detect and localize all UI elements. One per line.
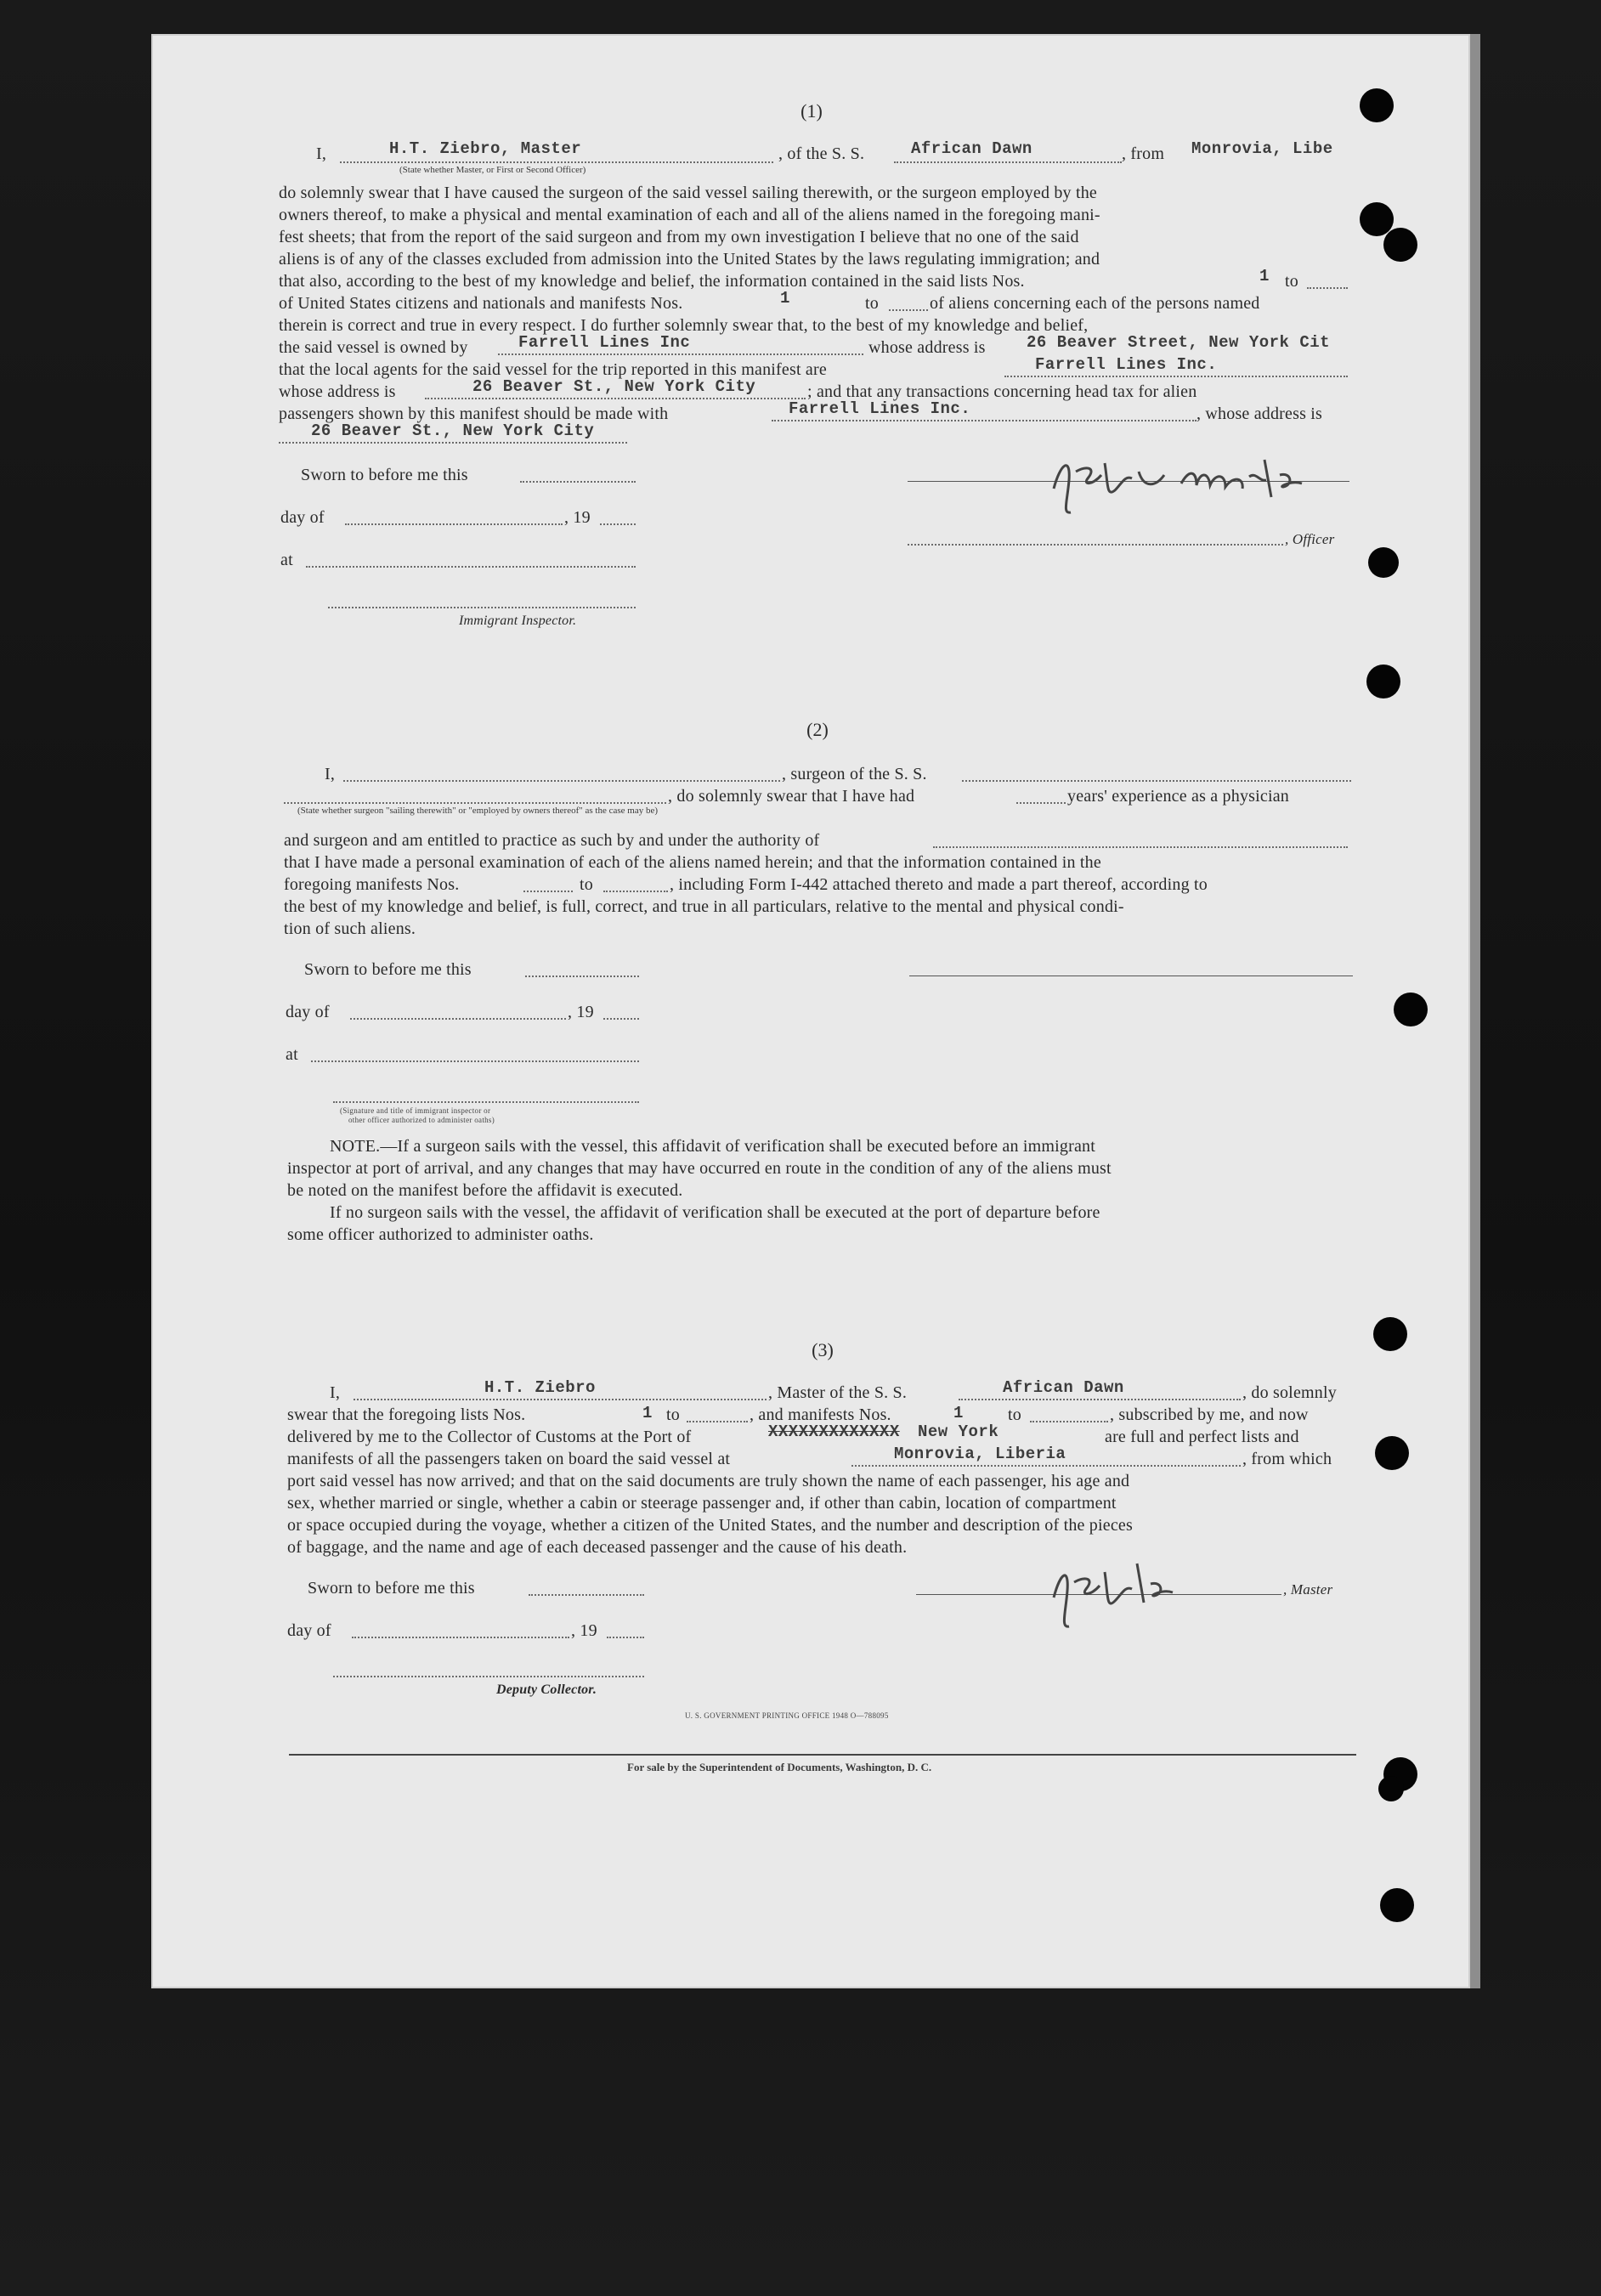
port-field[interactable]: New York bbox=[918, 1422, 999, 1441]
affidavit-1-line: that also, according to the best of my knowledge and belief, the information contained in the said lists Nos. bbox=[279, 272, 1025, 291]
master-signature bbox=[1037, 438, 1351, 523]
affidavit-3-line: manifests of all the passengers taken on board the said vessel at bbox=[287, 1450, 731, 1468]
year-label: , 19 bbox=[568, 1003, 594, 1021]
affidavit-1-line: do solemnly swear that I have caused the surgeon of the said vessel sailing therewith, or the surgeon employed by the bbox=[279, 184, 1097, 202]
swear-label: , do solemnly swear that I have had bbox=[668, 787, 915, 806]
affidavit-1-line: the said vessel is owned by bbox=[279, 338, 468, 357]
master-name-field[interactable]: H.T. Ziebro bbox=[484, 1378, 596, 1397]
affidavit-2-line: foregoing manifests Nos. bbox=[284, 875, 460, 894]
affidavit-3-line: port said vessel has now arrived; and that on the said documents are truly shown the name of each passenger, his age and bbox=[287, 1472, 1130, 1490]
affidavit-1-line: fest sheets; that from the report of the said surgeon and from my own investigation I believe that no one of the said bbox=[279, 228, 1079, 246]
punch-hole bbox=[1378, 1776, 1404, 1801]
punch-hole bbox=[1380, 1888, 1414, 1922]
affidavit-3-line: delivered by me to the Collector of Customs at the Port of bbox=[287, 1428, 692, 1446]
affidavit-2-line: that I have made a personal examination of each of the aliens named herein; and that the information contained in the bbox=[284, 853, 1101, 872]
to-label: to bbox=[1285, 272, 1298, 291]
affidavit-1-line: of aliens concerning each of the persons named bbox=[930, 294, 1260, 313]
owner-field[interactable]: Farrell Lines Inc bbox=[518, 333, 691, 352]
note-line: inspector at port of arrival, and any changes that may have occurred en route in the condition of any of the aliens must bbox=[287, 1159, 1112, 1178]
punch-hole bbox=[1366, 664, 1400, 698]
affidavit-3-number: (3) bbox=[812, 1339, 834, 1360]
affidavit-1-intro: I, bbox=[316, 144, 327, 163]
sworn-label: Sworn to before me this bbox=[308, 1579, 475, 1598]
note-line: some officer authorized to administer oaths. bbox=[287, 1225, 594, 1244]
note-line: If no surgeon sails with the vessel, the affidavit of verification shall be executed at the port of departure before bbox=[330, 1203, 1100, 1222]
punch-hole bbox=[1360, 88, 1394, 122]
to-label: to bbox=[666, 1405, 680, 1424]
sworn-label: Sworn to before me this bbox=[304, 960, 472, 979]
to-label: to bbox=[580, 875, 593, 894]
agents-address-field[interactable]: 26 Beaver St., New York City bbox=[472, 377, 756, 396]
of-ss-label: , of the S. S. bbox=[778, 144, 865, 163]
owner-address-field[interactable]: 26 Beaver Street, New York Cit bbox=[1027, 333, 1331, 352]
sig-note: (Signature and title of immigrant inspector or bbox=[340, 1106, 491, 1115]
affidavit-1-line: whose address is bbox=[279, 382, 396, 401]
affidavit-3-line: of baggage, and the name and age of each deceased passenger and the cause of his death. bbox=[287, 1538, 908, 1557]
vessel-name-field[interactable]: African Dawn bbox=[911, 139, 1032, 158]
day-of-label: day of bbox=[286, 1003, 330, 1021]
affidavit-1-line: passengers shown by this manifest should be made with bbox=[279, 404, 669, 423]
affidavit-1-line: aliens is of any of the classes excluded from admission into the United States by the laws regulating immigration; and bbox=[279, 250, 1100, 269]
lists-from-field[interactable]: 1 bbox=[1259, 267, 1270, 286]
affidavit-1-line: , whose address is bbox=[1197, 404, 1323, 423]
swear-label: , do solemnly bbox=[1242, 1383, 1337, 1402]
to-label: to bbox=[865, 294, 879, 313]
affidavit-3-intro: I, bbox=[330, 1383, 341, 1402]
at-label: at bbox=[280, 551, 293, 569]
years-label: years' experience as a physician bbox=[1067, 787, 1289, 806]
punch-hole bbox=[1373, 1317, 1407, 1351]
affidavit-2-intro: I, bbox=[325, 765, 336, 783]
affidavit-1-number: (1) bbox=[800, 100, 823, 122]
manifests-from-field[interactable]: 1 bbox=[780, 289, 790, 308]
master-of-label: , Master of the S. S. bbox=[768, 1383, 908, 1402]
page-edge bbox=[1470, 34, 1480, 1988]
surgeon-of-label: , surgeon of the S. S. bbox=[782, 765, 927, 783]
affidavit-3-line: sex, whether married or single, whether a cabin or steerage passenger and, if other than cabin, location of compartment bbox=[287, 1494, 1117, 1513]
agents-field[interactable]: Farrell Lines Inc. bbox=[1035, 355, 1218, 374]
master-label: , Master bbox=[1283, 1581, 1333, 1598]
year-label: , 19 bbox=[571, 1621, 597, 1640]
note-line: NOTE.—If a surgeon sails with the vessel, this affidavit of verification shall be executed before an immigrant bbox=[330, 1137, 1096, 1156]
surgeon-state-note: (State whether surgeon "sailing therewith" or "employed by owners thereof" as the case may be) bbox=[297, 806, 659, 816]
immigrant-inspector-label: Immigrant Inspector. bbox=[459, 614, 577, 628]
affidavit-3-line: , and manifests Nos. bbox=[750, 1405, 891, 1424]
day-of-label: day of bbox=[287, 1621, 331, 1640]
affidavit-1-line: therein is correct and true in every respect. I do further solemnly swear that, to the best of my knowledge and belief, bbox=[279, 316, 1089, 335]
deputy-collector-label: Deputy Collector. bbox=[496, 1682, 597, 1697]
master-signature bbox=[1037, 1547, 1207, 1640]
master-name-field[interactable]: H.T. Ziebro, Master bbox=[389, 139, 582, 158]
officer-label: , Officer bbox=[1285, 531, 1335, 547]
affidavit-2-line: , including Form I-442 attached thereto and made a part thereof, according to bbox=[670, 875, 1208, 894]
embark-port-field[interactable]: Monrovia, Liberia bbox=[894, 1445, 1066, 1463]
vessel-name-field[interactable]: African Dawn bbox=[1003, 1378, 1124, 1397]
sig-note: other officer authorized to administer oaths) bbox=[348, 1116, 495, 1124]
affidavit-3-line: are full and perfect lists and bbox=[1105, 1428, 1299, 1446]
affidavit-2-line: and surgeon and am entitled to practice as such by and under the authority of bbox=[284, 831, 820, 850]
affidavit-1-line: that the local agents for the said vessel for the trip reported in this manifest are bbox=[279, 360, 827, 379]
affidavit-1-line: of United States citizens and nationals and manifests Nos. bbox=[279, 294, 683, 313]
to-label: to bbox=[1008, 1405, 1021, 1424]
at-label: at bbox=[286, 1045, 298, 1064]
affidavit-2-number: (2) bbox=[806, 719, 829, 740]
affidavit-3-line: or space occupied during the voyage, whether a citizen of the United States, and the number and description of the pieces bbox=[287, 1516, 1133, 1535]
affidavit-3-line: swear that the foregoing lists Nos. bbox=[287, 1405, 526, 1424]
affidavit-3-line: , from which bbox=[1242, 1450, 1332, 1468]
headtax-agent-field[interactable]: Farrell Lines Inc. bbox=[789, 399, 971, 418]
note-line: be noted on the manifest before the affidavit is executed. bbox=[287, 1181, 683, 1200]
day-of-label: day of bbox=[280, 508, 325, 527]
printing-office-line: U. S. GOVERNMENT PRINTING OFFICE 1948 O—788095 bbox=[685, 1711, 889, 1720]
headtax-address-field[interactable]: 26 Beaver St., New York City bbox=[311, 421, 595, 440]
manifests-from-field[interactable]: 1 bbox=[953, 1404, 964, 1422]
sworn-label: Sworn to before me this bbox=[301, 466, 468, 484]
affidavit-1-line: owners thereof, to make a physical and mental examination of each and all of the aliens named in the foregoing mani- bbox=[279, 206, 1100, 224]
punch-hole bbox=[1368, 547, 1399, 578]
from-label: , from bbox=[1122, 144, 1165, 163]
port-struck-field: XXXXXXXXXXXXX bbox=[768, 1422, 900, 1441]
lists-from-field[interactable]: 1 bbox=[642, 1404, 653, 1422]
whose-address-label: whose address is bbox=[868, 338, 986, 357]
affidavit-2-line: the best of my knowledge and belief, is full, correct, and true in all particulars, relative to the mental and physical condi- bbox=[284, 897, 1124, 916]
punch-hole bbox=[1375, 1436, 1409, 1470]
punch-hole bbox=[1394, 992, 1428, 1026]
affidavit-2-line: tion of such aliens. bbox=[284, 919, 416, 938]
master-state-note: (State whether Master, or First or Second Officer) bbox=[399, 165, 586, 175]
affidavit-1-line: ; and that any transactions concerning head tax for alien bbox=[807, 382, 1197, 401]
year-label: , 19 bbox=[564, 508, 591, 527]
sale-line: For sale by the Superintendent of Documents, Washington, D. C. bbox=[627, 1761, 932, 1773]
from-port-field[interactable]: Monrovia, Libe bbox=[1191, 139, 1333, 158]
affidavit-3-line: , subscribed by me, and now bbox=[1110, 1405, 1309, 1424]
punch-hole bbox=[1383, 228, 1417, 262]
